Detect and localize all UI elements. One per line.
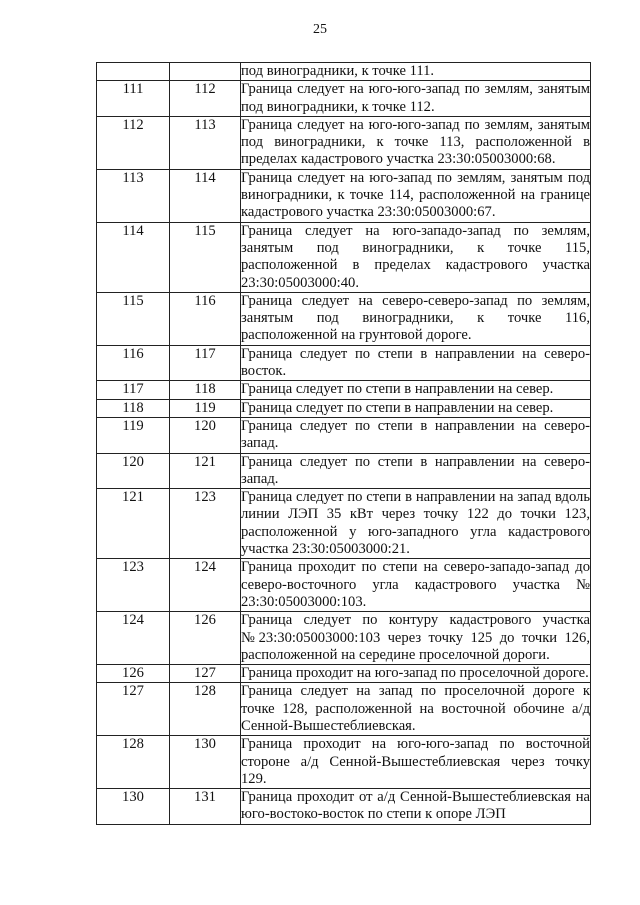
boundary-description-text: Граница проходит на юго-запад по проселочной дороге. (241, 665, 589, 682)
point-to-cell: 113 (170, 116, 241, 169)
point-to-cell: 118 (170, 381, 241, 399)
boundary-description-text: Граница следует на юго-юго-запад по землям, занятым под виноградники, к точке 112. (241, 81, 590, 115)
table-row (97, 292, 591, 345)
boundary-description-text: Граница следует по степи в направлении на северо-запад. (241, 417, 590, 452)
boundary-description-cell (241, 116, 591, 169)
point-to-cell: 130 (170, 736, 241, 789)
table-row (97, 612, 591, 665)
boundary-description-text: Граница следует на юго-западо-запад по землям, занятым под виноградники, к точке 115, расположенной в пределах кадастрового участка 23:30:05003000:40. (241, 222, 590, 291)
boundary-description-cell (241, 292, 591, 345)
table-row (97, 63, 591, 81)
point-to-cell: 123 (170, 489, 241, 559)
point-from-cell: 128 (97, 736, 170, 789)
point-from-cell: 113 (97, 169, 170, 222)
boundary-description-cell (241, 612, 591, 665)
point-from-cell: 115 (97, 292, 170, 345)
table-row (97, 789, 591, 825)
page-number: 25 (313, 22, 327, 37)
point-from-cell: 123 (97, 559, 170, 612)
point-to-cell (170, 63, 241, 81)
point-from-cell (97, 63, 170, 81)
point-to-cell: 115 (170, 222, 241, 292)
boundary-description-text: Граница следует на северо-северо-запад по землям, занятым под виноградники, к точке 116, расположенной на грунтовой дороге. (241, 292, 590, 344)
table-row (97, 116, 591, 169)
table-row (97, 665, 591, 683)
boundary-description-cell (241, 345, 591, 381)
point-from-cell: 112 (97, 116, 170, 169)
table-row (97, 736, 591, 789)
point-from-cell: 119 (97, 417, 170, 453)
point-from-cell: 120 (97, 453, 170, 489)
boundary-description-cell (241, 399, 591, 417)
boundary-description-cell (241, 169, 591, 222)
point-from-cell: 114 (97, 222, 170, 292)
boundary-description-table (96, 62, 591, 825)
point-from-cell: 130 (97, 789, 170, 825)
point-from-cell: 124 (97, 612, 170, 665)
point-to-cell: 120 (170, 417, 241, 453)
point-to-cell: 127 (170, 665, 241, 683)
point-to-cell: 124 (170, 559, 241, 612)
table-row (97, 453, 591, 489)
point-from-cell: 121 (97, 489, 170, 559)
boundary-description-cell (241, 683, 591, 736)
boundary-description-cell (241, 665, 591, 683)
point-to-cell: 128 (170, 683, 241, 736)
point-from-cell: 111 (97, 81, 170, 117)
table-row (97, 169, 591, 222)
boundary-description-text: Граница следует по контуру кадастрового участка №23:30:05003000:103 через точку 125 до точки 126, расположенной на середине проселочной дороги. (241, 612, 590, 663)
point-to-cell: 116 (170, 292, 241, 345)
boundary-description-text: Граница проходит по степи на северо-западо-запад до северо-восточного угла кадастрового участка № 23:30:05003000:103. (241, 559, 590, 610)
boundary-description-text: Граница следует на юго-запад по землям, занятым под виноградники, к точке 114, расположенной на границе кадастрового участка 23:30:05003000:67. (241, 169, 590, 221)
boundary-description-cell (241, 81, 591, 117)
table-row (97, 683, 591, 736)
table-body (97, 63, 591, 825)
boundary-description-text: Граница следует по степи в направлении на север. (241, 381, 554, 398)
point-from-cell: 127 (97, 683, 170, 736)
boundary-description-cell (241, 222, 591, 292)
boundary-description-text: под виноградники, к точке 111. (241, 63, 435, 79)
point-to-cell: 119 (170, 399, 241, 417)
point-from-cell: 117 (97, 381, 170, 399)
point-to-cell: 117 (170, 345, 241, 381)
point-to-cell: 131 (170, 789, 241, 825)
boundary-description-text: Граница проходит от а/д Сенной-Вышестеблиевская на юго-востоко-восток по степи к опоре ЛЭП (241, 789, 590, 823)
table-row (97, 381, 591, 399)
boundary-description-text: Граница следует на юго-юго-запад по землям, занятым под виноградники, к точке 113, расположенной в пределах кадастрового участка 23:30:05003000:68. (241, 116, 590, 168)
boundary-description-text: Граница проходит на юго-юго-запад по восточной стороне а/д Сенной-Вышестеблиевская через точку 129. (241, 736, 590, 787)
table-row (97, 489, 591, 559)
boundary-description-cell (241, 453, 591, 489)
boundary-description-cell (241, 381, 591, 399)
point-from-cell: 126 (97, 665, 170, 683)
table-row (97, 559, 591, 612)
boundary-description-cell (241, 489, 591, 559)
point-to-cell: 112 (170, 81, 241, 117)
table-row (97, 222, 591, 292)
boundary-description-text: Граница следует по степи в направлении на северо-восток. (241, 345, 590, 380)
boundary-description-text: Граница следует по степи в направлении на север. (241, 399, 554, 416)
table-row (97, 81, 591, 117)
boundary-description-cell (241, 559, 591, 612)
table-row (97, 345, 591, 381)
boundary-description-cell (241, 63, 591, 81)
point-to-cell: 114 (170, 169, 241, 222)
boundary-description-cell (241, 417, 591, 453)
boundary-description-cell (241, 789, 591, 825)
point-from-cell: 116 (97, 345, 170, 381)
point-to-cell: 121 (170, 453, 241, 489)
table-row (97, 399, 591, 417)
table-row (97, 417, 591, 453)
point-to-cell: 126 (170, 612, 241, 665)
boundary-description-text: Граница следует на запад по проселочной дороге к точке 128, расположенной на восточной обочине а/д Сенной-Вышестеблиевская. (241, 683, 590, 734)
point-from-cell: 118 (97, 399, 170, 417)
boundary-description-text: Граница следует по степи в направлении на северо-запад. (241, 453, 590, 487)
boundary-description-cell (241, 736, 591, 789)
boundary-description-text: Граница следует по степи в направлении на запад вдоль линии ЛЭП 35 кВт через точку 122 до точки 123, расположенной у юго-западного угла кадастрового участка 23:30:05003000:21. (241, 489, 590, 558)
